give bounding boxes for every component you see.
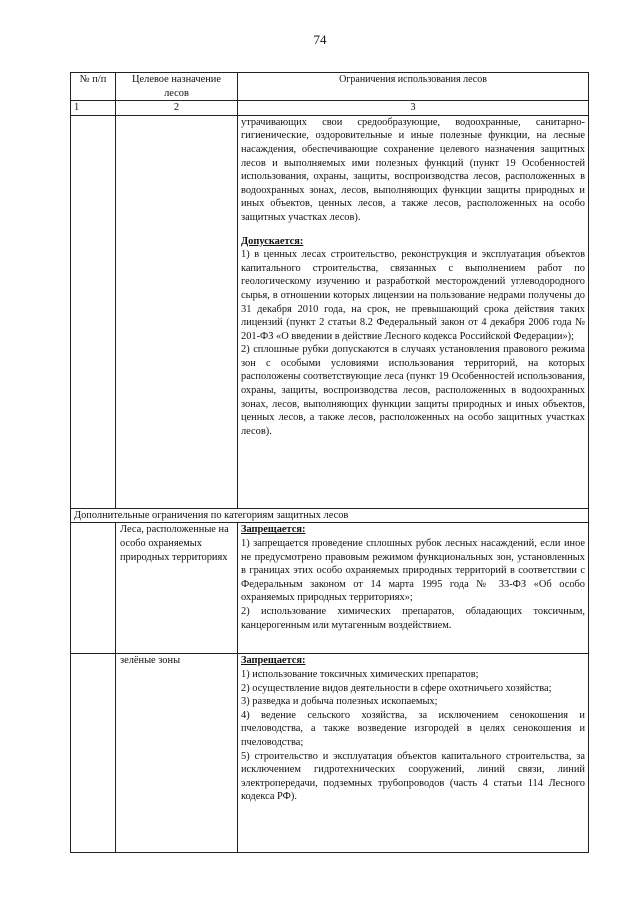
header-number: № п/п [71, 73, 116, 101]
allowed-heading: Допускается: [241, 235, 304, 247]
row-number-cell [71, 115, 116, 508]
header-restrictions: Ограничения использования лесов [238, 73, 589, 101]
table-header-row [71, 73, 589, 101]
column-number-1: 1 [71, 101, 116, 116]
prohibited-item-1: 1) запрещается проведение сплошных рубок лесных насаждений, если иное не предусмотрено правовым режимом функциональных зон, установленных в границах этих особо охраняемых природных территорий в соответствии с Федеральным законом от 14 марта 1995 года № 33-ФЗ «Об особо охраняемых природных территориях»; [241, 537, 585, 604]
page-number: 74 [313, 32, 327, 47]
prohibited-item-4: 4) ведение сельского хозяйства, за исключением сенокошения и пчеловодства, а также возведение изгородей в целях сенокошения и пчеловодства; [241, 709, 585, 748]
prohibited-item-2: 2) осуществление видов деятельности в сфере охотничьего хозяйства; [241, 682, 552, 694]
table-row [71, 115, 589, 508]
purpose-cell: Леса, расположенные на особо охраняемых природных территориях [116, 523, 238, 654]
section-title-row [71, 508, 589, 523]
prohibited-item-5: 5) строительство и эксплуатация объектов капитального строительства, за исключением гидротехнических сооружений, линий связи, линий электропередачи, подземных трубопроводов (часть 4 статьи 114 Лесного кодекса РФ). [241, 750, 585, 803]
prohibited-item-2: 2) использование химических препаратов, обладающих токсичным, канцерогенным или мутагенным воздействием. [241, 605, 585, 631]
table-row [71, 523, 589, 654]
purpose-cell: зелёные зоны [116, 654, 238, 853]
allowed-item-1: 1) в ценных лесах строительство, реконструкция и эксплуатация объектов капитального строительства, связанных с выполнением работ по геологическому изучению и разработкой месторождений углеводородного сырья, в отношении которых лицензии на пользование недрами получены до 31 декабря 2010 года, на срок, не превышающий срока действия таких лицензий (пункт 2 статьи 8.2 Федеральный закон от 4 декабря 2006 года № 201-ФЗ «О введении в действие Лесного кодекса Российской Федерации»); [241, 249, 585, 342]
allowed-item-2: 2) сплошные рубки допускаются в случаях установления правового режима зон с особыми условиями использования территорий, на которых расположены соответствующие леса (пункт 19 Особенностей использования, охраны, защиты, воспроизводства лесов, расположенных в водоохранных зонах, лесов, выполняющих функции защиты природных и иных объектов, ценных лесов, а также лесов, расположенных на особо защитных участках лесов). [241, 344, 585, 437]
header-purpose: Целевое назначение лесов [116, 73, 238, 101]
column-number-3: 3 [238, 101, 589, 116]
prohibited-item-1: 1) использование токсичных химических препаратов; [241, 668, 479, 680]
continuation-paragraph: утрачивающих свои средообразующие, водоохранные, санитарно-гигиенические, оздоровительные и иные полезные функции, на лесные насаждения, обеспечивающие сохранение целевого назначения защитных лесов и выполняемых ими полезных функций (пункт 19 Особенностей использования, охраны, защиты, воспроизводства лесов, расположенных в водоохранных зонах, лесов, выполняющих функции защиты природных и иных объектов, ценных лесов, а также лесов, расположенных на особо защитных участках лесов). [241, 116, 585, 223]
prohibited-heading: Запрещается: [241, 655, 306, 667]
prohibited-heading: Запрещается: [241, 524, 306, 536]
restrictions-cell [238, 115, 589, 508]
restrictions-table [70, 72, 589, 853]
row-number-cell [71, 523, 116, 654]
row-number-cell [71, 654, 116, 853]
section-title: Дополнительные ограничения по категориям защитных лесов [71, 508, 589, 523]
column-number-2: 2 [116, 101, 238, 116]
table-row [71, 654, 589, 853]
restrictions-cell [238, 523, 589, 654]
column-numbers-row [71, 101, 589, 116]
prohibited-item-3: 3) разведка и добыча полезных ископаемых; [241, 696, 438, 708]
restrictions-cell [238, 654, 589, 853]
purpose-cell [116, 115, 238, 508]
